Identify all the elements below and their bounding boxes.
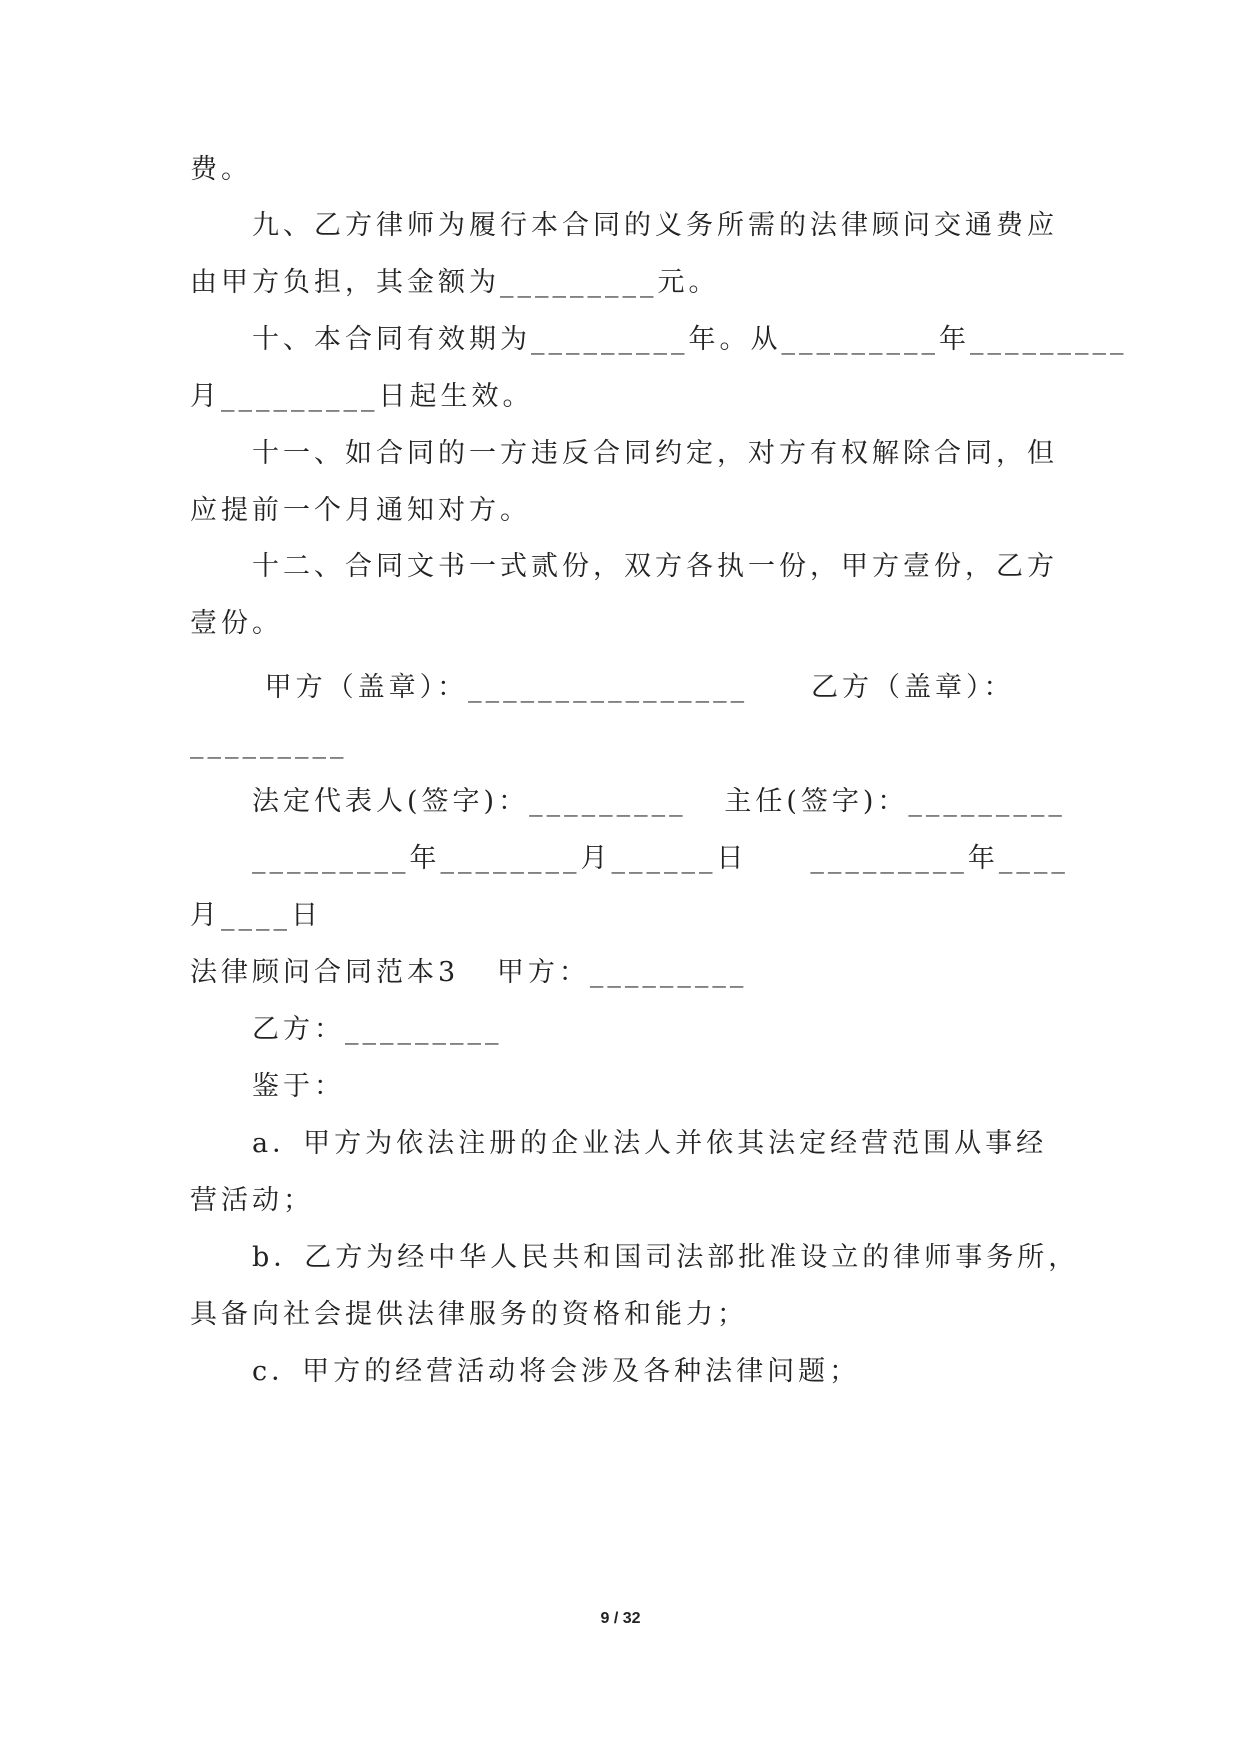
recital-a: a．甲方为依法注册的企业法人并依其法定经营范围从事经 (252, 1128, 1048, 1159)
section-title: 法律顾问合同范本3 甲方：_________ (190, 957, 748, 988)
page-number: 9 / 32 (600, 1610, 641, 1627)
signature-line: 法定代表人(签字)：_________ 主任(签字)：_________ (252, 786, 1066, 817)
text-line: 应提前一个月通知对方。 (190, 495, 531, 526)
seal-line: 甲方（盖章）：________________ 乙方（盖章）： (252, 672, 1015, 703)
text-line: 月____日 (190, 900, 322, 931)
text-line: 月_________日起生效。 (190, 381, 534, 412)
text-line: _________ (190, 728, 348, 759)
date-line: _________年________月______日 _________年____ (252, 843, 1069, 874)
clause-12: 十二、合同文书一式贰份，双方各执一份，甲方壹份，乙方 (252, 551, 1058, 582)
recital-c: c．甲方的经营活动将会涉及各种法律问题； (252, 1356, 861, 1387)
text-line: 营活动； (190, 1185, 314, 1216)
clause-11: 十一、如合同的一方违反合同约定，对方有权解除合同，但 (252, 438, 1058, 469)
text-line: 壹份。 (190, 608, 283, 639)
party-b-line: 乙方：_________ (252, 1014, 503, 1045)
whereas-heading: 鉴于： (252, 1071, 345, 1102)
text-line: 费。 (190, 154, 252, 185)
clause-9: 九、乙方律师为履行本合同的义务所需的法律顾问交通费应 (252, 210, 1058, 241)
text-line: 由甲方负担，其金额为_________元。 (190, 267, 720, 298)
text-line: 具备向社会提供法律服务的资格和能力； (190, 1299, 748, 1330)
recital-b: b．乙方为经中华人民共和国司法部批准设立的律师事务所， (252, 1242, 1080, 1273)
clause-10: 十、本合同有效期为_________年。从_________年_________ (252, 324, 1128, 355)
